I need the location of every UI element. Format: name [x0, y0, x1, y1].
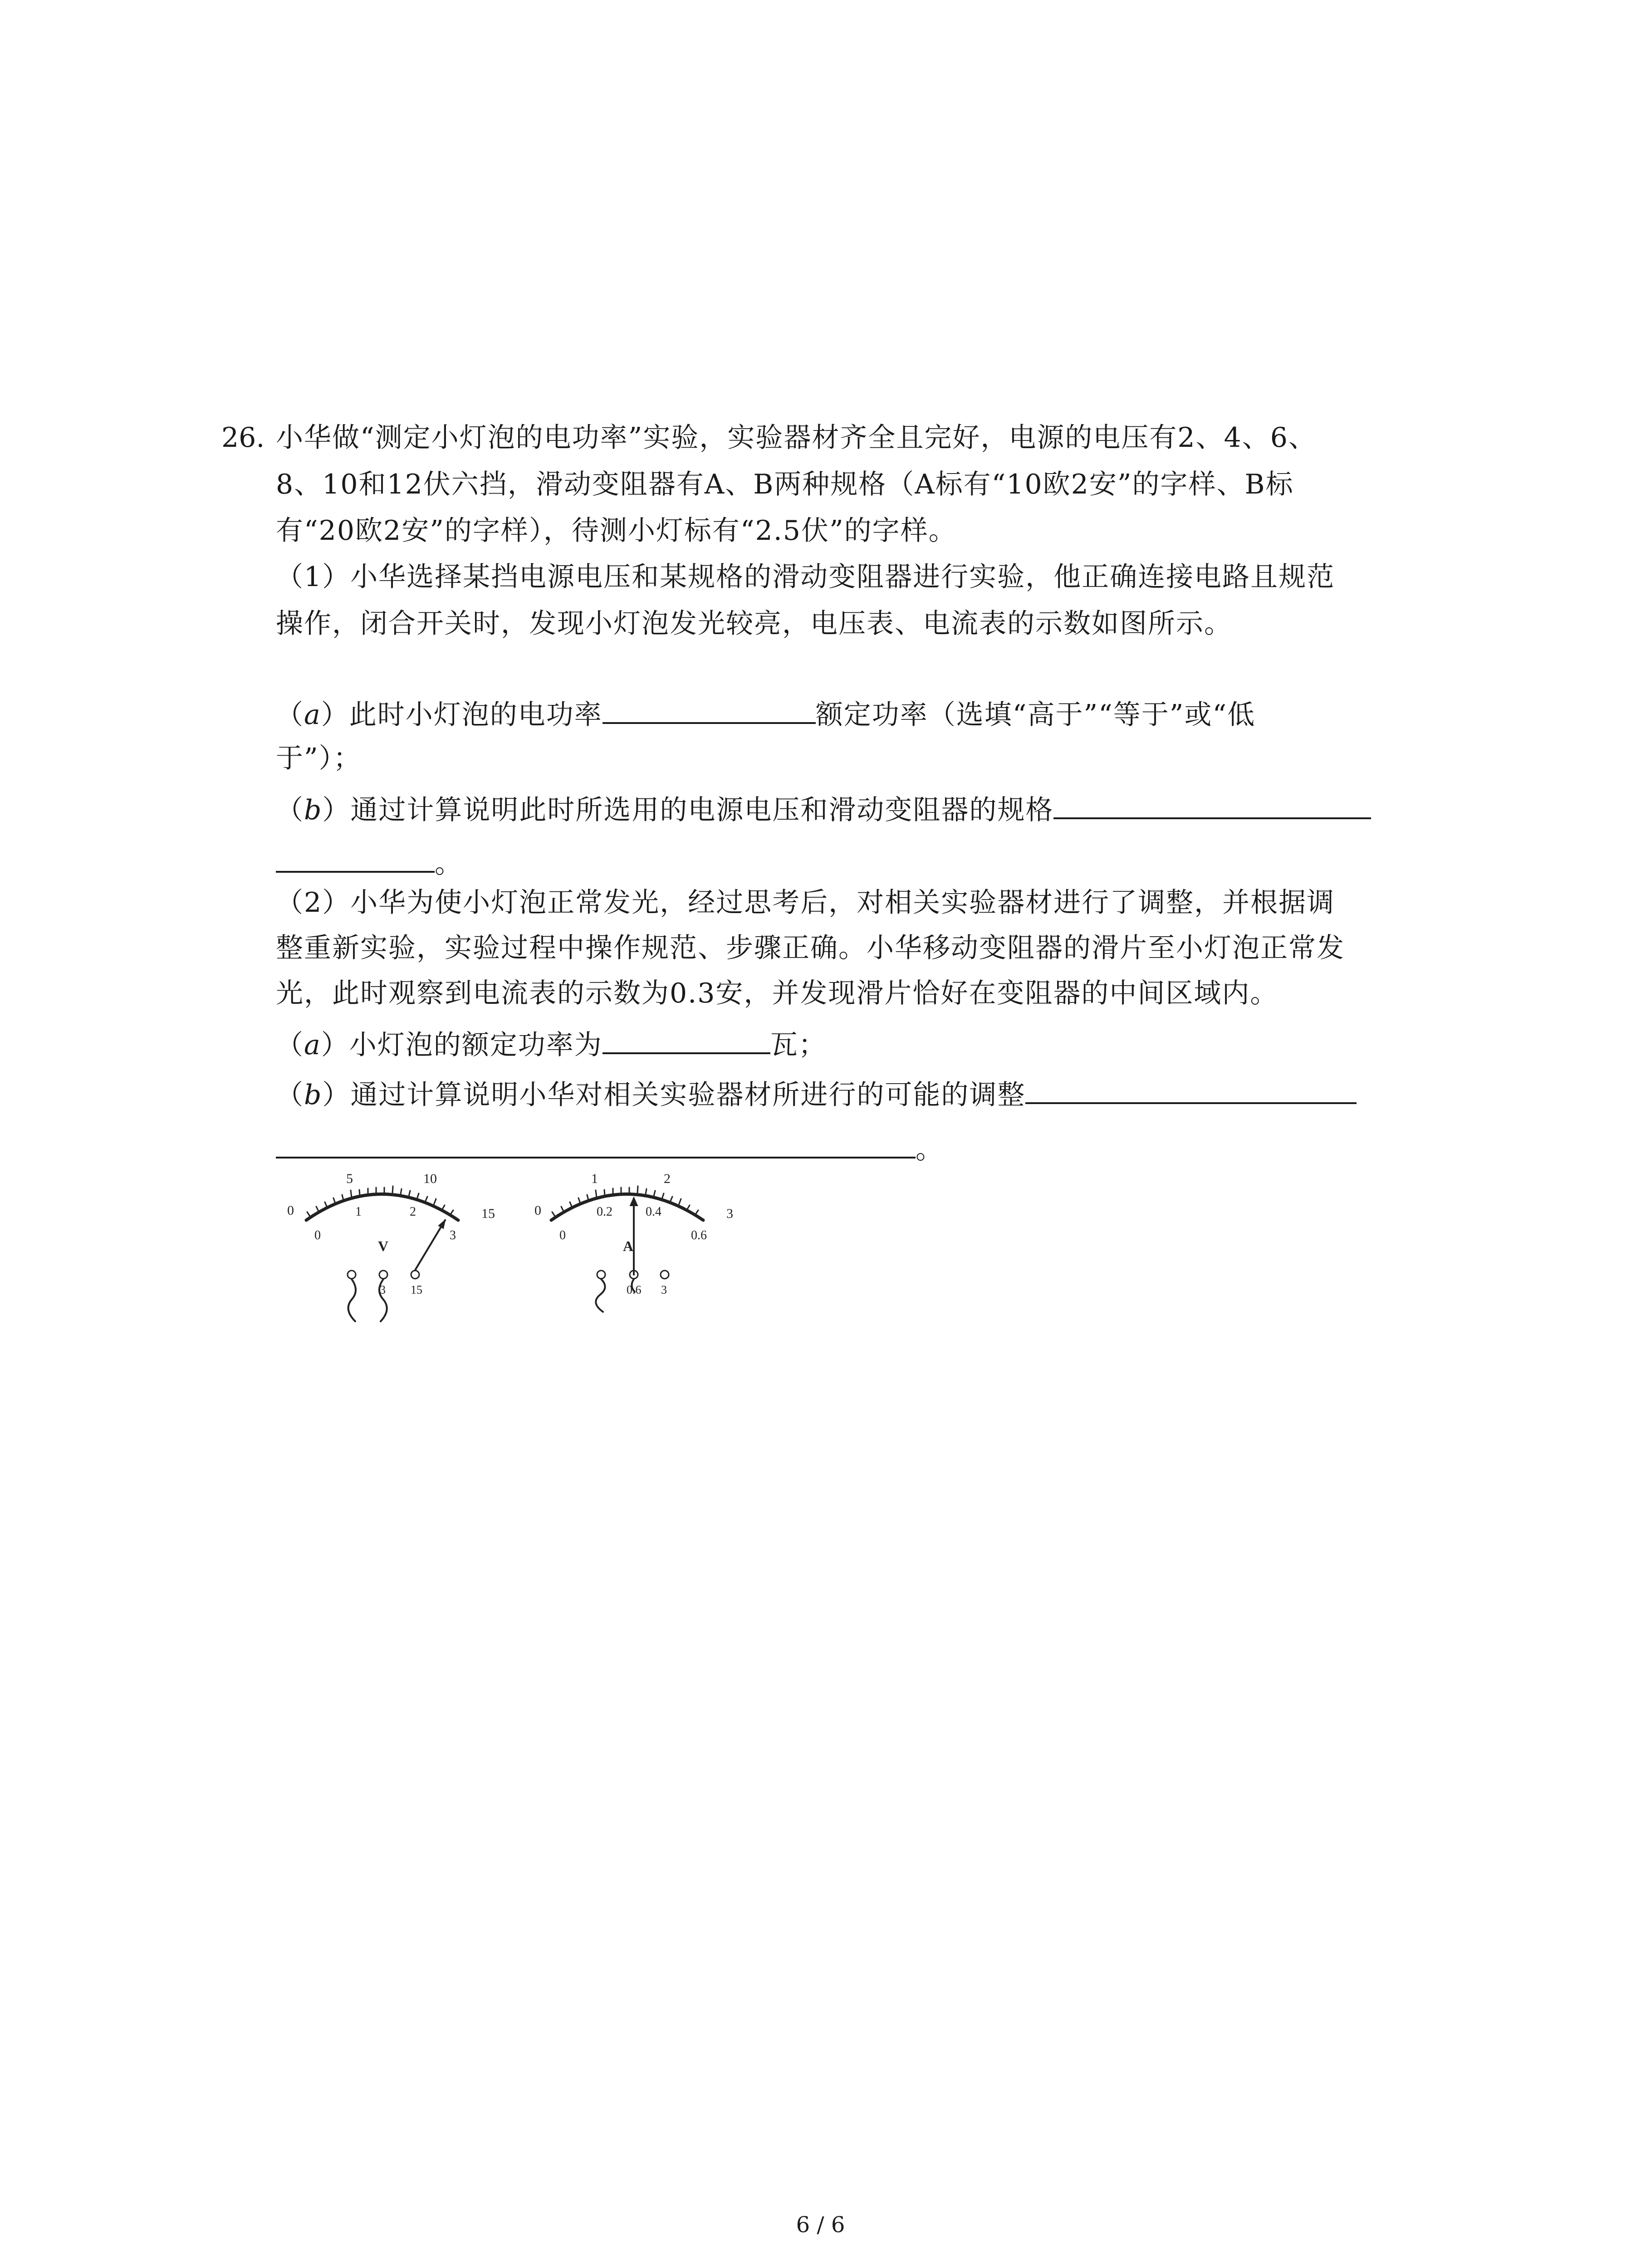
- voltmeter-outer-15: 15: [481, 1206, 495, 1221]
- ammeter-terminal-0-6-label: 0.6: [627, 1283, 642, 1296]
- ammeter-inner-0-2: 0.2: [597, 1205, 612, 1219]
- part1-b-answer-blank-2[interactable]: [276, 843, 435, 873]
- question-number: 26.: [221, 422, 265, 454]
- voltmeter-terminal-3[interactable]: [379, 1271, 387, 1279]
- part1-a-line: [276, 694, 1255, 733]
- voltmeter-symbol: V: [378, 1238, 389, 1254]
- voltmeter-outer-10: 10: [423, 1171, 437, 1186]
- ammeter-inner-0-4: 0.4: [646, 1205, 661, 1219]
- part2-intro-line-2: 整重新实验，实验过程中操作规范、步骤正确。小华移动变阻器的滑片至小灯泡正常发: [276, 932, 1345, 964]
- ammeter-outer-2: 2: [664, 1171, 671, 1186]
- ammeter-inner-0: 0: [559, 1228, 566, 1242]
- part1-b-text: ）通过计算说明此时所选用的电源电压和滑动变阻器的规格: [322, 794, 1054, 826]
- voltmeter-inner-2: 2: [410, 1205, 416, 1219]
- part2-intro-line-3: 光，此时观察到电流表的示数为0.3安，并发现滑片恰好在变阻器的中间区域内。: [276, 978, 1279, 1009]
- voltmeter-terminal-15[interactable]: [411, 1271, 419, 1279]
- ammeter-terminal-3[interactable]: [661, 1271, 669, 1279]
- voltmeter-terminal-minus[interactable]: [348, 1271, 356, 1279]
- ammeter-outer-3: 3: [726, 1206, 733, 1221]
- page-number: 6 / 6: [796, 2212, 845, 2238]
- voltmeter-inner-1: 1: [355, 1205, 362, 1219]
- part1-a-prefix: （: [276, 699, 304, 731]
- ammeter-outer-0: 0: [534, 1203, 541, 1218]
- part2-a-prefix: （: [276, 1029, 304, 1061]
- ammeter-symbol: A: [623, 1238, 634, 1254]
- ammeter-outer-1: 1: [591, 1171, 598, 1186]
- part2-b-prefix: （: [276, 1079, 304, 1111]
- ammeter-terminal-minus[interactable]: [597, 1271, 605, 1279]
- stem-line-3: 有“20欧2安”的字样），待测小灯标有“2.5伏”的字样。: [276, 515, 957, 547]
- part2-a-answer-blank[interactable]: [603, 1024, 770, 1054]
- stem-line-1: 小华做“测定小灯泡的电功率”实验，实验器材齐全且完好，电源的电压有2、4、6、: [276, 422, 1317, 454]
- ammeter-ticks: [552, 1186, 698, 1217]
- voltmeter-terminal-15-label: 15: [411, 1283, 422, 1296]
- part1-a-line-2: 于”）；: [276, 743, 362, 774]
- voltmeter-wire-1: [348, 1279, 356, 1321]
- part1-intro-line-1: （1）小华选择某挡电源电压和某规格的滑动变阻器进行实验，他正确连接电路且规范: [276, 561, 1335, 593]
- part1-a-after: 额定功率（选填“高于”“等于”或“低: [815, 699, 1256, 731]
- part1-a-answer-blank[interactable]: [603, 694, 816, 724]
- part2-intro-line-1: （2）小华为使小灯泡正常发光，经过思考后，对相关实验器材进行了调整，并根据调: [276, 887, 1335, 919]
- part2-b-answer-blank[interactable]: [1025, 1074, 1357, 1104]
- voltmeter-needle-head: [439, 1220, 445, 1228]
- part1-a-letter: a: [304, 699, 321, 731]
- ammeter-needle-head: [630, 1198, 637, 1206]
- part2-b-text: ）通过计算说明小华对相关实验器材所进行的可能的调整: [322, 1079, 1026, 1111]
- part1-b-end: 。: [435, 848, 463, 880]
- voltmeter-inner-0: 0: [314, 1228, 321, 1242]
- voltmeter-arc: [306, 1194, 458, 1221]
- part2-b-answer-blank-2[interactable]: [276, 1129, 916, 1158]
- part2-a-text: ）小灯泡的额定功率为: [321, 1029, 603, 1061]
- voltmeter-ticks: [307, 1186, 453, 1217]
- ammeter-wire-1: [596, 1279, 605, 1312]
- voltmeter-outer-5: 5: [346, 1171, 353, 1186]
- part1-b-line: [276, 789, 1371, 828]
- part2-b-line-2: [276, 1129, 944, 1168]
- stem-line-2: 8、10和12伏六挡，滑动变阻器有A、B两种规格（A标有“10欧2安”的字样、B标: [276, 469, 1294, 500]
- part1-b-prefix: （: [276, 794, 304, 826]
- ammeter-inner-0-6: 0.6: [691, 1228, 707, 1242]
- part2-b-line: [276, 1074, 1357, 1113]
- part1-a-text: ）此时小灯泡的电功率: [321, 699, 603, 731]
- part2-b-end: 。: [916, 1134, 944, 1165]
- voltmeter-needle: [415, 1220, 445, 1270]
- part1-b-answer-blank[interactable]: [1053, 789, 1371, 819]
- ammeter-arc: [551, 1194, 703, 1221]
- ammeter-terminal-3-label: 3: [661, 1283, 667, 1296]
- part2-a-line: [276, 1024, 827, 1063]
- part2-a-unit: 瓦；: [770, 1029, 827, 1061]
- voltmeter-inner-3: 3: [450, 1228, 456, 1242]
- part2-a-letter: a: [304, 1029, 321, 1061]
- part1-intro-line-2: 操作，闭合开关时，发现小灯泡发光较亮，电压表、电流表的示数如图所示。: [276, 608, 1232, 640]
- voltmeter-outer-0: 0: [287, 1203, 294, 1218]
- part1-b-line-2: [276, 843, 463, 882]
- part2-b-letter: b: [304, 1079, 323, 1111]
- part1-b-letter: b: [304, 794, 323, 826]
- voltmeter-terminal-3-label: 3: [380, 1283, 386, 1296]
- meter-figure: [279, 1170, 769, 1334]
